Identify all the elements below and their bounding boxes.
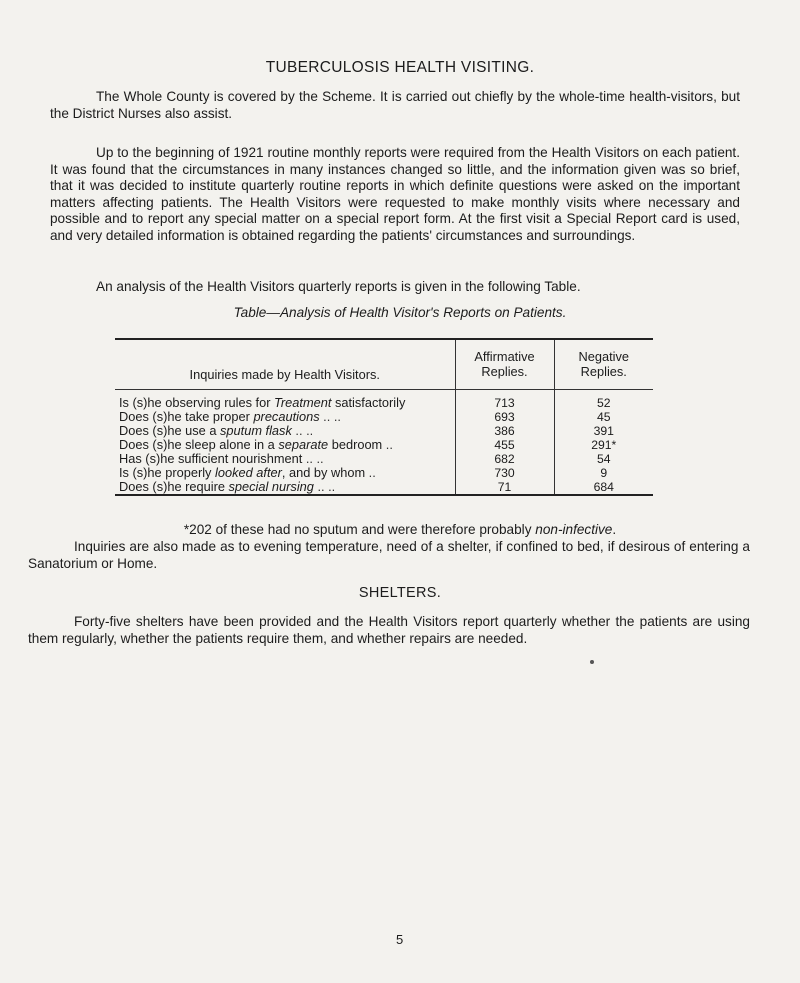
health-visitor-reports-table: [115, 338, 653, 496]
header-negative: Negative Replies.: [554, 339, 653, 389]
leader-dots: ..: [382, 436, 393, 452]
affirmative-count: 682: [455, 452, 554, 466]
affirmative-count: 455: [455, 438, 554, 452]
footnote-tail: .: [612, 522, 617, 537]
inquiry-emphasis: special nursing: [228, 478, 314, 494]
inquiry-cell: [115, 452, 455, 466]
negative-count: 52: [554, 389, 653, 410]
leader-dots: .. ..: [302, 450, 324, 466]
table-row: [115, 410, 653, 424]
table-row: [115, 438, 653, 452]
shelters-heading: SHELTERS.: [358, 585, 442, 601]
inquiry-cell: [115, 466, 455, 480]
inquiry-text: Does (s)he use a: [119, 422, 221, 438]
inquiry-emphasis: looked after: [215, 464, 282, 480]
affirmative-count: 71: [455, 480, 554, 495]
inquiry-cell: [115, 480, 455, 495]
footnote-emphasis: non-infective: [535, 522, 613, 537]
negative-count: 54: [554, 452, 653, 466]
inquiry-emphasis: separate: [278, 436, 329, 452]
paragraph-routine-reports: Up to the beginning of 1921 routine monthly reports were required from the Health Visitors on each patient. It was found that the circumstances in many instances changed so little, and the information given was so brief, that it was decided to institute quarterly routine reports in which definite questions were asked on the important matters affecting patients. The Health Visitors were requested to make monthly visits where necessary and possible and to report any special matter on a special report form. At the first visit a Special Report card is used, and very detailed information is obtained regarding the patients' circumstances and surroundings.: [50, 145, 740, 243]
leader-dots: ..: [365, 464, 376, 480]
affirmative-count: 713: [455, 389, 554, 410]
page-title: TUBERCULOSIS HEALTH VISITING.: [265, 59, 535, 76]
inquiry-cell: [115, 389, 455, 410]
inquiry-text: Is (s)he observing rules for: [119, 394, 275, 410]
header-inquiries: Inquiries made by Health Visitors.: [115, 339, 455, 389]
inquiry-emphasis: Treatment: [274, 394, 332, 410]
inquiry-text-tail: bedroom: [328, 436, 383, 452]
leader-dots: .. ..: [319, 408, 341, 424]
negative-count: 684: [554, 480, 653, 495]
affirmative-count: 386: [455, 424, 554, 438]
table-header-row: [115, 339, 653, 389]
inquiry-text: Has (s)he sufficient nourishment: [119, 450, 303, 466]
paragraph-analysis-intro: An analysis of the Health Visitors quarterly reports is given in the following Table.: [96, 279, 581, 294]
leader-dots: .. ..: [313, 478, 336, 494]
table-caption: Table—Analysis of Health Visitor's Reports on Patients.: [233, 305, 567, 320]
negative-count: 45: [554, 410, 653, 424]
paragraph-scheme-coverage: The Whole County is covered by the Scheme. It is carried out chiefly by the whole-time health-visitors, but the District Nurses also assist.: [50, 89, 740, 121]
affirmative-count: 693: [455, 410, 554, 424]
footnote-lead: *202 of these had no sputum and were therefore probably: [183, 522, 536, 537]
table-row: [115, 389, 653, 410]
inquiry-cell: [115, 410, 455, 424]
inquiry-text: Does (s)he take proper: [119, 408, 254, 424]
paragraph-shelters: Forty-five shelters have been provided and the Health Visitors report quarterly whether the patients are using them regularly, whether the patients require them, and whether repairs are needed.: [28, 614, 750, 646]
inquiry-text-tail: , and by whom: [281, 464, 366, 480]
table-body: [115, 389, 653, 495]
inquiry-text: Is (s)he properly: [119, 464, 216, 480]
footnote: [0, 522, 800, 539]
affirmative-count: 730: [455, 466, 554, 480]
paragraph-other-inquiries: Inquiries are also made as to evening temperature, need of a shelter, if confined to bed, if desirous of entering a Sanatorium or Home.: [28, 539, 750, 571]
table-row: [115, 480, 653, 495]
stray-ink-mark: [590, 660, 594, 664]
header-affirmative: Affirmative Replies.: [455, 339, 554, 389]
inquiry-emphasis: sputum flask: [220, 422, 292, 438]
inquiry-cell: [115, 424, 455, 438]
negative-count: 391: [554, 424, 653, 438]
table-row: [115, 466, 653, 480]
inquiry-text: Does (s)he sleep alone in a: [119, 436, 279, 452]
leader-dots: .. ..: [291, 422, 314, 438]
inquiry-text: Does (s)he require: [119, 478, 229, 494]
negative-count: 291*: [554, 438, 653, 452]
table-row: [115, 424, 653, 438]
table-row: [115, 452, 653, 466]
page-number: 5: [396, 932, 404, 947]
inquiry-emphasis: precautions: [253, 408, 320, 424]
inquiry-text-tail: satisfactorily: [331, 394, 406, 410]
inquiry-cell: [115, 438, 455, 452]
negative-count: 9: [554, 466, 653, 480]
